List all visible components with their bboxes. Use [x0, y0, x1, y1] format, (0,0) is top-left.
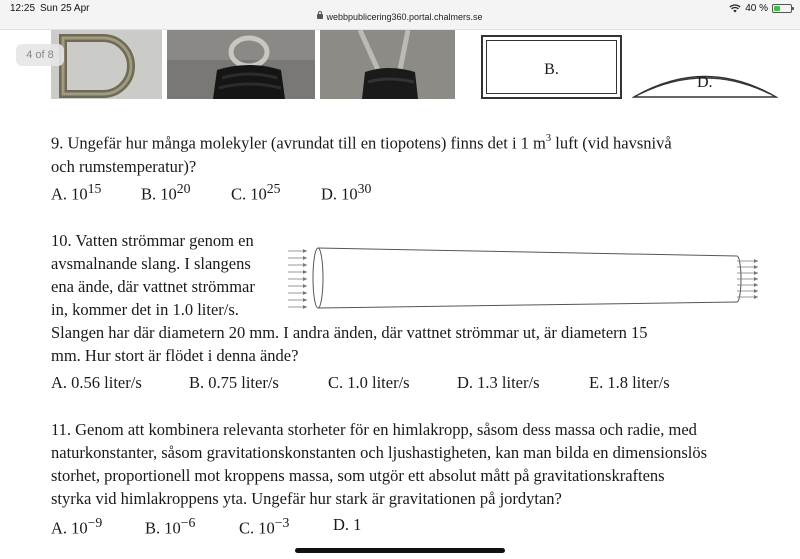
- tapered-hose-diagram: [285, 243, 760, 313]
- option-q9-b[interactable]: B. $10^{20}$: [141, 181, 191, 204]
- question-9-line-1: 9. Ungefär hur många molekyler (avrundat till en tiopotens) finns det i 1 $m^3$ luft (vid havsnivå: [51, 133, 672, 153]
- question-9: [51, 128, 761, 178]
- question-11: [51, 418, 761, 510]
- figure-b-rectangle: [481, 35, 622, 99]
- question-11-line-1: 11. Genom att kombinera relevanta storheter för en himlakropp, såsom dess massa och radie, med: [51, 420, 697, 439]
- option-q11-c[interactable]: C. $10^{-3}$: [239, 515, 290, 538]
- d-ring-photo: [51, 30, 162, 99]
- battery-fill: [774, 6, 780, 11]
- battery-percentage: 40 %: [745, 3, 768, 14]
- date: Sun 25 Apr: [40, 3, 90, 14]
- figure-b-label: B.: [544, 61, 559, 78]
- ring-rope-photo: [167, 30, 315, 99]
- option-q9-c[interactable]: C. $10^{25}$: [231, 181, 281, 204]
- option-q10-d[interactable]: D. 1.3 liter/s: [457, 373, 540, 392]
- system-status: [729, 3, 792, 14]
- option-q9-d[interactable]: D. $10^{30}$: [321, 181, 372, 204]
- page-indicator: 4 of 8: [16, 44, 64, 66]
- clock: 12:25: [10, 3, 36, 14]
- question-10-options: [51, 373, 751, 397]
- wifi-icon: [729, 4, 741, 13]
- option-q11-a[interactable]: A. $10^{-9}$: [51, 515, 103, 538]
- question-9-options: [51, 181, 751, 205]
- option-q11-b[interactable]: B. $10^{-6}$: [145, 515, 196, 538]
- question-10-line-1: 10. Vatten strömmar genom en: [51, 231, 254, 250]
- battery-icon: [772, 4, 792, 13]
- home-indicator[interactable]: [295, 548, 505, 553]
- question-10-line-4: in, kommer det in 1.0 liter/s.: [51, 300, 239, 319]
- option-q11-d[interactable]: D. 1: [333, 515, 362, 534]
- figure-d-label: D.: [697, 74, 713, 91]
- option-q10-b[interactable]: B. 0.75 liter/s: [189, 373, 279, 392]
- question-10-line-6: mm. Hur stort är flödet i denna ände?: [51, 346, 299, 365]
- option-q9-a[interactable]: A. $10^{15}$: [51, 181, 102, 204]
- url-text: webbpublicering360.portal.chalmers.se: [326, 12, 483, 22]
- option-q10-e[interactable]: E. 1.8 liter/s: [589, 373, 670, 392]
- option-q10-c[interactable]: C. 1.0 liter/s: [328, 373, 410, 392]
- question-11-line-3: storhet, proportionell mot kroppens massa, som utgör ett absolut mått på gravitationskraftens: [51, 466, 665, 485]
- question-11-options: [51, 515, 751, 539]
- hook-rope-photo: [320, 30, 455, 99]
- question-11-line-4: styrka vid himlakroppens yta. Ungefär hur stark är gravitationen på jordytan?: [51, 489, 562, 508]
- status-bar: [0, 0, 800, 30]
- lock-icon: [317, 14, 323, 19]
- question-9-line-2: och rumstemperatur)?: [51, 156, 197, 176]
- question-10-line-2: avsmalnande slang. I slangens: [51, 254, 251, 273]
- address-bar[interactable]: [0, 12, 800, 22]
- question-10-line-3: ena ände, där vattnet strömmar: [51, 277, 255, 296]
- question-11-line-2: naturkonstanter, såsom gravitationskonstanten och ljushastigheten, kan man bilda en dimensionslös: [51, 443, 708, 462]
- option-q10-a[interactable]: A. 0.56 liter/s: [51, 373, 142, 392]
- question-10-line-5: Slangen har där diametern 20 mm. I andra änden, där vattnet strömmar ut, är diametern 15: [51, 323, 648, 342]
